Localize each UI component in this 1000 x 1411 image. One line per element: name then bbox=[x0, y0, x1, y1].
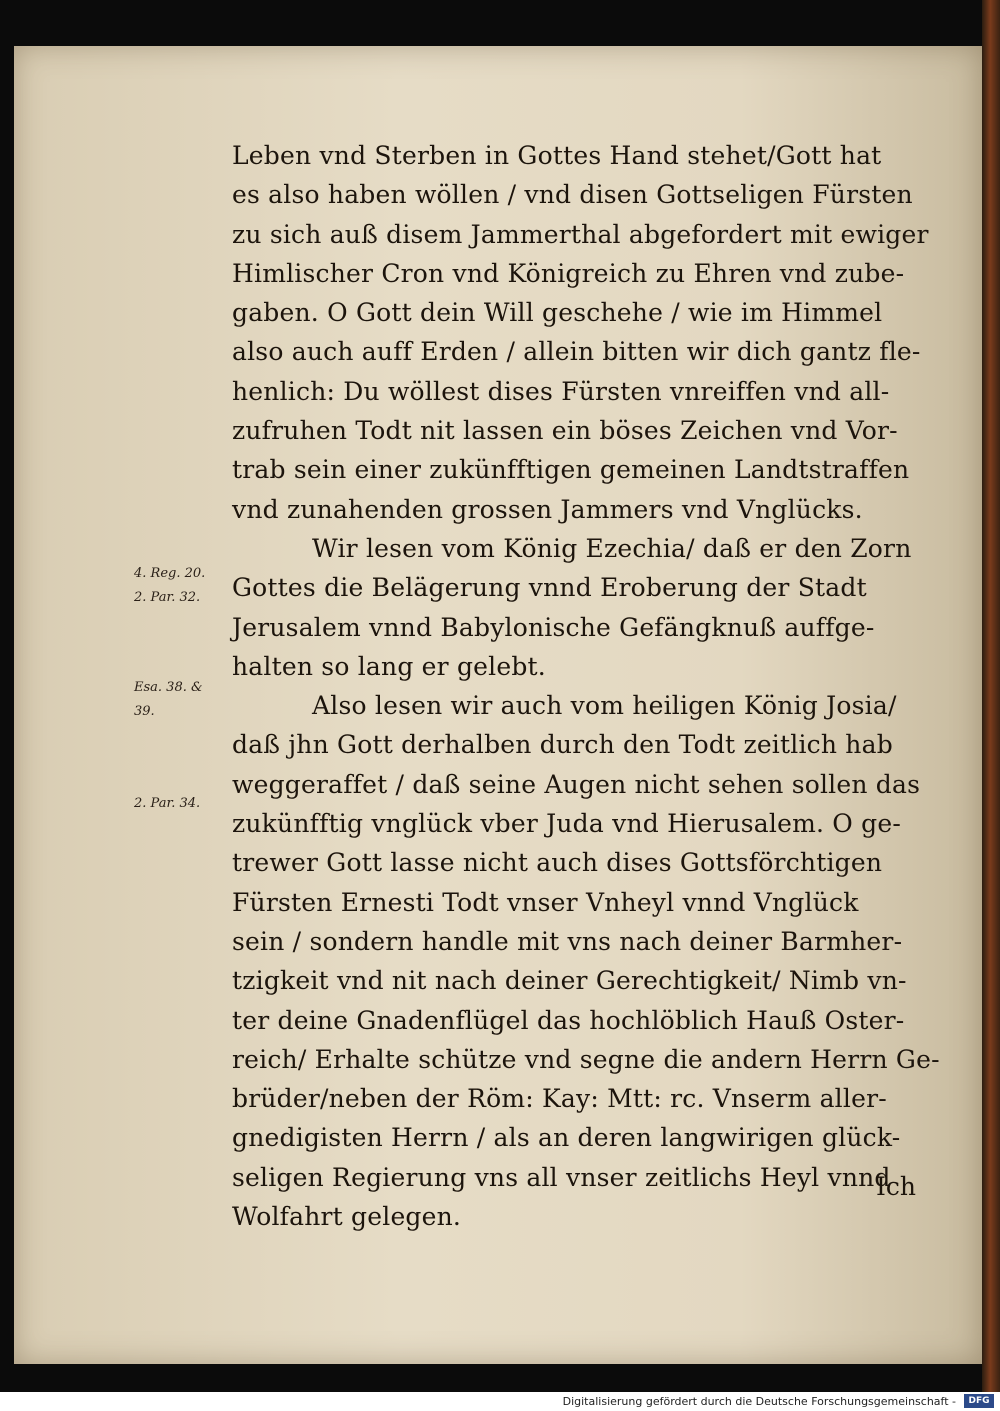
text-line: Jerusalem vnnd Babylonische Gefängknuß auffge- bbox=[232, 612, 875, 642]
text-line: Leben vnd Sterben in Gottes Hand stehet/Gott hat bbox=[232, 141, 882, 170]
text-line: Himlischer Cron vnd Königreich zu Ehren vnd zube- bbox=[232, 258, 905, 288]
text-line: gaben. O Gott dein Will geschehe / wie im Himmel bbox=[232, 298, 883, 328]
text-line: halten so lang er gelebt. bbox=[232, 651, 546, 681]
text-line: ter deine Gnadenflügel das hochlöblich Hauß Oster- bbox=[232, 1005, 905, 1035]
text-line: Wir lesen vom König Ezechia/ daß er den Zorn bbox=[312, 533, 912, 563]
main-text-block bbox=[232, 136, 940, 1236]
text-line: daß jhn Gott derhalben durch den Todt zeitlich hab bbox=[232, 730, 893, 760]
text-line: also auch auff Erden / allein bitten wir dich gantz fle- bbox=[232, 337, 921, 367]
text-line: sein / sondern handle mit vns nach deiner Barmher- bbox=[232, 926, 903, 956]
text-line: Also lesen wir auch vom heiligen König Josia/ bbox=[312, 691, 897, 721]
marginal-note: 2. Par. 32. bbox=[134, 590, 201, 605]
text-line: reich/ Erhalte schütze vnd segne die andern Herrn Ge- bbox=[232, 1044, 940, 1074]
text-line: trewer Gott lasse nicht auch dises Gottsförchtigen bbox=[232, 848, 883, 878]
text-line: gnedigisten Herrn / als an deren langwirigen glück- bbox=[232, 1123, 901, 1153]
marginal-note: Esa. 38. & bbox=[134, 680, 203, 695]
catchword: Ich bbox=[876, 1172, 916, 1201]
text-line: zu sich auß disem Jammerthal abgefordert mit ewiger bbox=[232, 219, 929, 249]
marginal-note: 4. Reg. 20. bbox=[134, 566, 206, 581]
text-line: zufruhen Todt nit lassen ein böses Zeichen vnd Vor- bbox=[232, 416, 898, 446]
dfg-logo: DFG bbox=[964, 1394, 994, 1408]
text-line: vnd zunahenden grossen Jammers vnd Vnglücks. bbox=[232, 494, 863, 524]
text-line: es also haben wöllen / vnd disen Gottseligen Fürsten bbox=[232, 180, 913, 210]
text-line: brüder/neben der Röm: Kay: Mtt: rc. Vnserm aller- bbox=[232, 1084, 887, 1114]
text-line: Fürsten Ernesti Todt vnser Vnheyl vnnd Vnglück bbox=[232, 887, 859, 917]
book-spine-edge bbox=[982, 0, 1000, 1392]
marginal-note: 2. Par. 34. bbox=[134, 796, 201, 811]
text-line: Gottes die Belägerung vnnd Eroberung der Stadt bbox=[232, 573, 867, 603]
text-line: trab sein einer zukünfftigen gemeinen Landtstraffen bbox=[232, 455, 910, 485]
text-line: zukünfftig vnglück vber Juda vnd Hierusalem. O ge- bbox=[232, 809, 901, 839]
text-line: tzigkeit vnd nit nach deiner Gerechtigkeit/ Nimb vn- bbox=[232, 966, 907, 996]
marginal-note: 39. bbox=[134, 704, 155, 719]
text-line: Wolfahrt gelegen. bbox=[232, 1202, 462, 1232]
funding-credit: Digitalisierung gefördert durch die Deutsche Forschungsgemeinschaft - bbox=[562, 1395, 956, 1408]
text-line: weggeraffet / daß seine Augen nicht sehen sollen das bbox=[232, 769, 921, 799]
text-line: seligen Regierung vns all vnser zeitlichs Heyl vnnd bbox=[232, 1162, 891, 1192]
text-line: henlich: Du wöllest dises Fürsten vnreiffen vnd all- bbox=[232, 376, 890, 406]
